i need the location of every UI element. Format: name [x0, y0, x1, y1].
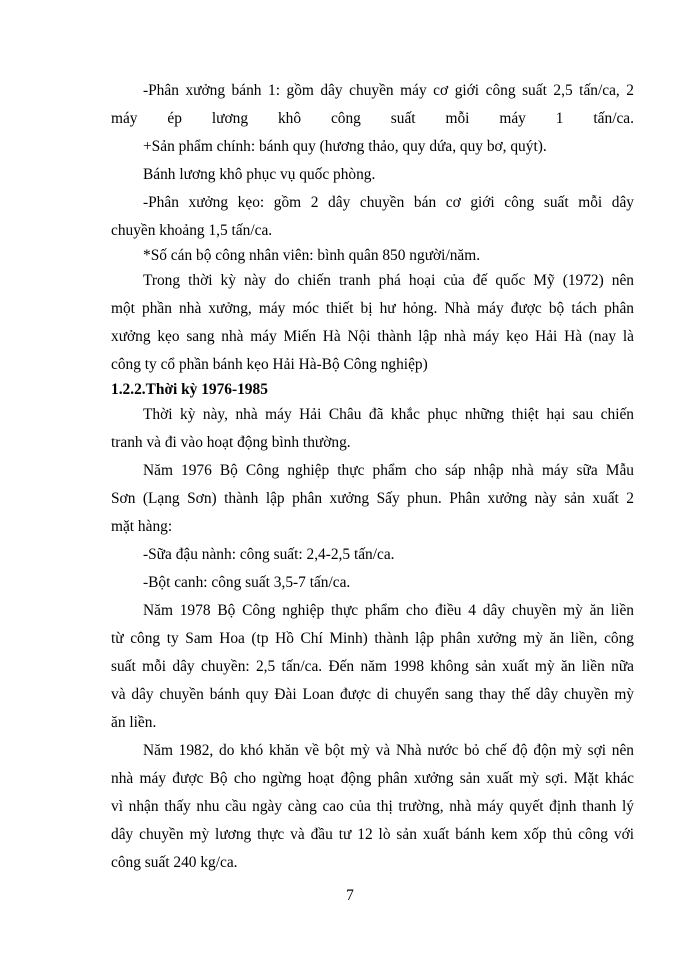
text-line: công ty cổ phần bánh kẹo Hải Hà-Bộ Công nghiệp) [111, 356, 428, 373]
text-line: chuyền khoảng 1,5 tấn/ca. [111, 222, 273, 239]
text-line: Năm 1982, do khó khăn về bột mỳ và Nhà nước bỏ chế độ độn mỳ sợi nên [143, 742, 634, 759]
text-line: xưởng kẹo sang nhà máy Miến Hà Nội thành lập nhà máy kẹo Hải Hà (nay là [111, 328, 634, 345]
page-number: 7 [346, 887, 354, 904]
text-line: từ công ty Sam Hoa (tp Hồ Chí Minh) thành lập phân xưởng mỳ ăn liền, công [111, 630, 634, 647]
text-line: Thời kỳ này, nhà máy Hải Châu đã khắc phục những thiệt hại sau chiến [143, 406, 634, 423]
text-line: dây chuyền mỳ lương thực và đầu tư 12 lò sản xuất bánh kem xốp thủ công với [111, 826, 634, 843]
text-line: máy ép lương khô công suất mỗi máy 1 tấn/ca. [111, 110, 634, 127]
text-line: *Số cán bộ công nhân viên: bình quân 850 người/năm. [143, 247, 481, 264]
text-line: Bánh lương khô phục vụ quốc phòng. [143, 166, 376, 183]
section-heading: 1.2.2.Thời kỳ 1976-1985 [111, 381, 268, 398]
text-line: một phần nhà xưởng, máy móc thiết bị hư hỏng. Nhà máy được bộ tách phân [111, 300, 634, 317]
text-line: +Sản phẩm chính: bánh quy (hương thảo, quy dứa, quy bơ, quýt). [143, 138, 547, 155]
text-line: -Phân xưởng kẹo: gồm 2 dây chuyền bán cơ giới công suất mỗi dây [143, 194, 634, 211]
text-line: Trong thời kỳ này do chiến tranh phá hoại của đế quốc Mỹ (1972) nên [143, 272, 634, 289]
text-line: công suất 240 kg/ca. [111, 854, 238, 871]
text-line: -Sữa đậu nành: công suất: 2,4-2,5 tấn/ca. [143, 546, 395, 563]
text-line: -Phân xưởng bánh 1: gồm dây chuyền máy cơ giới công suất 2,5 tấn/ca, 2 [143, 82, 634, 99]
text-line: ăn liền. [111, 714, 157, 731]
text-line: Năm 1978 Bộ Công nghiệp thực phẩm cho điều 4 dây chuyền mỳ ăn liền [143, 602, 634, 619]
text-line: tranh và đi vào hoạt động bình thường. [111, 434, 351, 451]
text-line: -Bột canh: công suất 3,5-7 tấn/ca. [143, 574, 351, 591]
text-line: Năm 1976 Bộ Công nghiệp thực phẩm cho sáp nhập nhà máy sữa Mẫu [143, 462, 634, 479]
text-line: mặt hàng: [111, 518, 173, 535]
text-line: và dây chuyền bánh quy Đài Loan được di chuyển sang thay thế dây chuyền mỳ [111, 686, 634, 703]
text-line: nhà máy được Bộ cho ngừng hoạt động phân xưởng sản xuất mỳ sợi. Mặt khác [111, 770, 634, 787]
text-line: Sơn (Lạng Sơn) thành lập phân xưởng Sấy phun. Phân xưởng này sản xuất 2 [111, 490, 634, 507]
text-line: vì nhận thấy nhu cầu ngày càng cao của thị trường, nhà máy quyết định thanh lý [111, 798, 634, 815]
text-line: suất mỗi dây chuyền: 2,5 tấn/ca. Đến năm 1998 không sản xuất mỳ ăn liền nữa [111, 658, 634, 675]
